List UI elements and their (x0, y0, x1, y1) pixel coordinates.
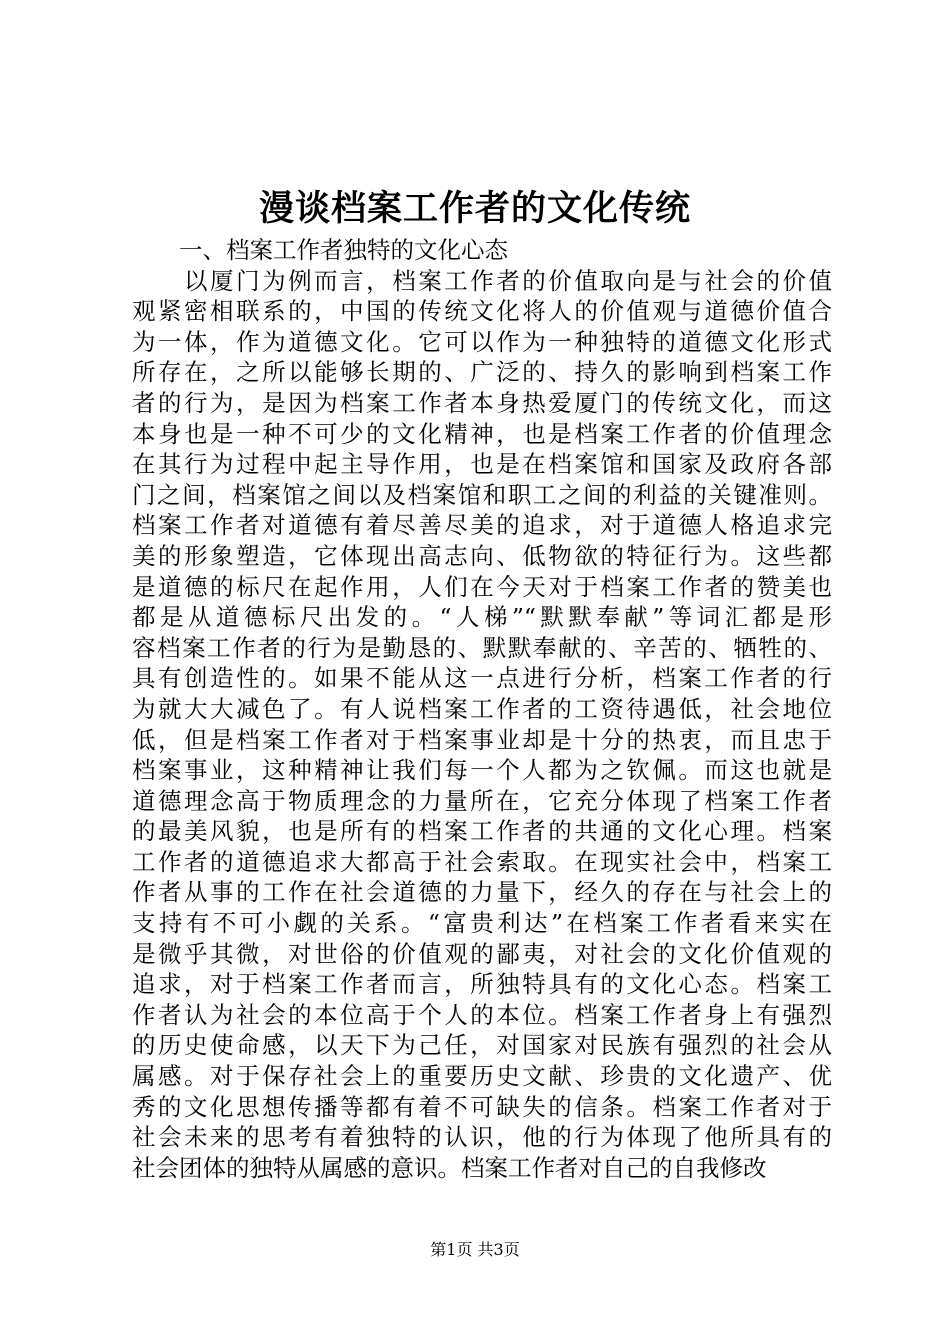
body-line: 工作者的道德追求大都高于社会索取。在现实社会中，档案工 (132, 847, 832, 876)
section-heading: 一、档案工作者独特的文化心态 (179, 236, 508, 264)
body-line: 所存在，之所以能够长期的、广泛的、持久的影响到档案工作 (132, 358, 832, 387)
body-line: 追求，对于档案工作者而言，所独特具有的文化心态。档案工 (132, 970, 832, 999)
body-line: 在其行为过程中起主导作用，也是在档案馆和国家及政府各部 (132, 450, 832, 479)
body-line: 低，但是档案工作者对于档案事业却是十分的热衷，而且忠于 (132, 725, 832, 754)
body-line: 容档案工作者的行为是勤恳的、默默奉献的、辛苦的、牺牲的、 (132, 633, 832, 662)
body-line: 是微乎其微，对世俗的价值观的鄙夷，对社会的文化价值观的 (132, 939, 832, 968)
body-line: 都是从道德标尺出发的。“人梯”“默默奉献”等词汇都是形 (132, 603, 832, 632)
document-title: 漫谈档案工作者的文化传统 (258, 188, 691, 229)
body-line: 者的行为，是因为档案工作者本身热爱厦门的传统文化，而这 (132, 388, 832, 417)
body-line: 秀的文化思想传播等都有着不可缺失的信条。档案工作者对于 (132, 1092, 832, 1121)
body-line: 支持有不可小觑的关系。“富贵利达”在档案工作者看来实在 (132, 909, 832, 938)
body-line: 美的形象塑造，它体现出高志向、低物欲的特征行为。这些都 (132, 541, 832, 570)
body-line: 为就大大减色了。有人说档案工作者的工资待遇低，社会地位 (132, 694, 832, 723)
body-line: 本身也是一种不可少的文化精神，也是档案工作者的价值理念 (132, 419, 832, 448)
body-line: 的最美风貌，也是所有的档案工作者的共通的文化心理。档案 (132, 817, 832, 846)
body-line: 具有创造性的。如果不能从这一点进行分析，档案工作者的行 (132, 664, 832, 693)
document-body (132, 235, 832, 1183)
body-line: 为一体，作为道德文化。它可以作为一种独特的道德文化形式 (132, 327, 832, 356)
body-line: 档案事业，这种精神让我们每一个人都为之钦佩。而这也就是 (132, 756, 832, 785)
body-line: 作者认为社会的本位高于个人的本位。档案工作者身上有强烈 (132, 1000, 832, 1029)
body-line: 社会未来的思考有着独特的认识，他的行为体现了他所具有的 (132, 1123, 832, 1152)
body-line: 门之间，档案馆之间以及档案馆和职工之间的利益的关键准则。 (132, 480, 832, 509)
body-line: 档案工作者对道德有着尽善尽美的追求，对于道德人格追求完 (132, 511, 832, 540)
body-line: 属感。对于保存社会上的重要历史文献、珍贵的文化遗产、优 (132, 1062, 832, 1091)
body-line: 观紧密相联系的，中国的传统文化将人的价值观与道德价值合 (132, 297, 832, 326)
page-footer: 第1页 共3页 (430, 1240, 520, 1259)
body-line: 作者从事的工作在社会道德的力量下，经久的存在与社会上的 (132, 878, 832, 907)
body-line: 是道德的标尺在起作用，人们在今天对于档案工作者的赞美也 (132, 572, 832, 601)
body-line: 以厦门为例而言，档案工作者的价值取向是与社会的价值 (132, 266, 832, 295)
body-line: 道德理念高于物质理念的力量所在，它充分体现了档案工作者 (132, 786, 832, 815)
body-line: 的历史使命感，以天下为己任，对国家对民族有强烈的社会从 (132, 1031, 832, 1060)
body-line: 社会团体的独特从属感的意识。档案工作者对自己的自我修改 (132, 1153, 767, 1182)
